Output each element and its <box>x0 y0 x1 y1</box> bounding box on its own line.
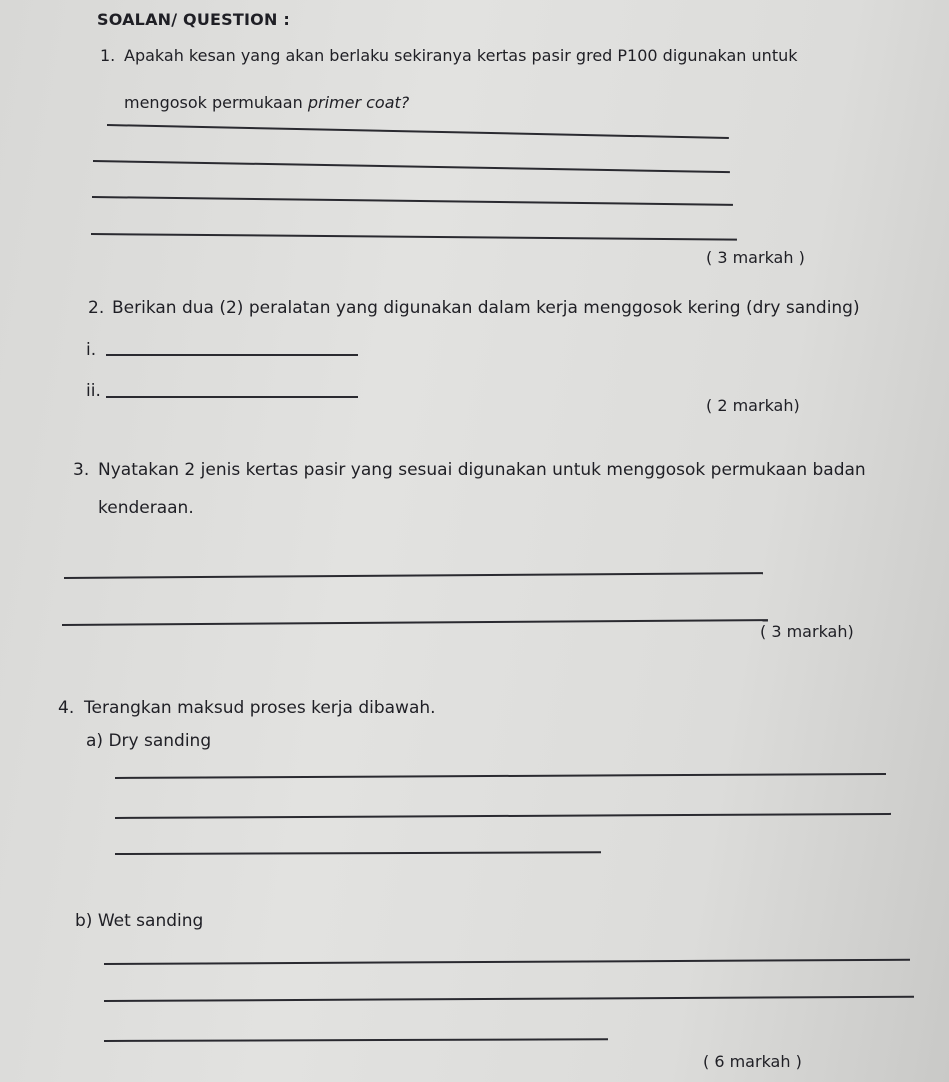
q1-number: 1. <box>100 46 116 65</box>
q2-item-i: i. <box>86 340 97 360</box>
q3-text-line1: Nyatakan 2 jenis kertas pasir yang sesuai digunakan untuk menggosok permukaan badan <box>98 460 866 480</box>
q4b-answer-line-1 <box>104 959 910 965</box>
q2-answer-line-ii <box>106 396 358 398</box>
q1-answer-line-1 <box>107 124 729 139</box>
q2-text: Berikan dua (2) peralatan yang digunakan dalam kerja menggosok kering (dry sanding) <box>112 298 860 318</box>
q1-marks: ( 3 markah ) <box>706 248 805 267</box>
q4a-answer-line-2 <box>115 813 891 819</box>
q1-answer-line-4 <box>91 233 737 241</box>
q4a-answer-line-3 <box>115 851 601 855</box>
q1-text-line2-italic: primer coat? <box>307 93 410 112</box>
q4-text: Terangkan maksud proses kerja dibawah. <box>84 698 436 718</box>
q2-answer-line-i <box>106 354 358 356</box>
q2-number: 2. <box>88 298 105 318</box>
q4a-answer-line-1 <box>115 773 886 779</box>
q4-part-b: b) Wet sanding <box>75 911 204 931</box>
q2-item-ii: ii. <box>86 381 101 401</box>
q4b-answer-line-3 <box>104 1038 608 1042</box>
q1-answer-line-3 <box>92 196 733 206</box>
q3-number: 3. <box>73 460 90 480</box>
q3-marks: ( 3 markah) <box>760 622 854 641</box>
q3-answer-line-2 <box>62 619 768 626</box>
q4b-answer-line-2 <box>104 996 914 1002</box>
q1-text-line2 <box>124 93 409 113</box>
q1-text-line2-prefix: mengosok permukaan <box>124 93 308 112</box>
section-header: SOALAN/ QUESTION : <box>97 10 290 29</box>
q4-marks: ( 6 markah ) <box>703 1052 802 1071</box>
q2-marks: ( 2 markah) <box>706 396 800 415</box>
q4-part-a: a) Dry sanding <box>86 731 212 751</box>
q1-answer-line-2 <box>93 160 730 173</box>
q3-answer-line-1 <box>64 572 763 579</box>
q3-text-line2: kenderaan. <box>98 498 194 518</box>
q1-text-line1: Apakah kesan yang akan berlaku sekiranya kertas pasir gred P100 digunakan untuk <box>124 46 798 65</box>
q4-number: 4. <box>58 698 75 718</box>
